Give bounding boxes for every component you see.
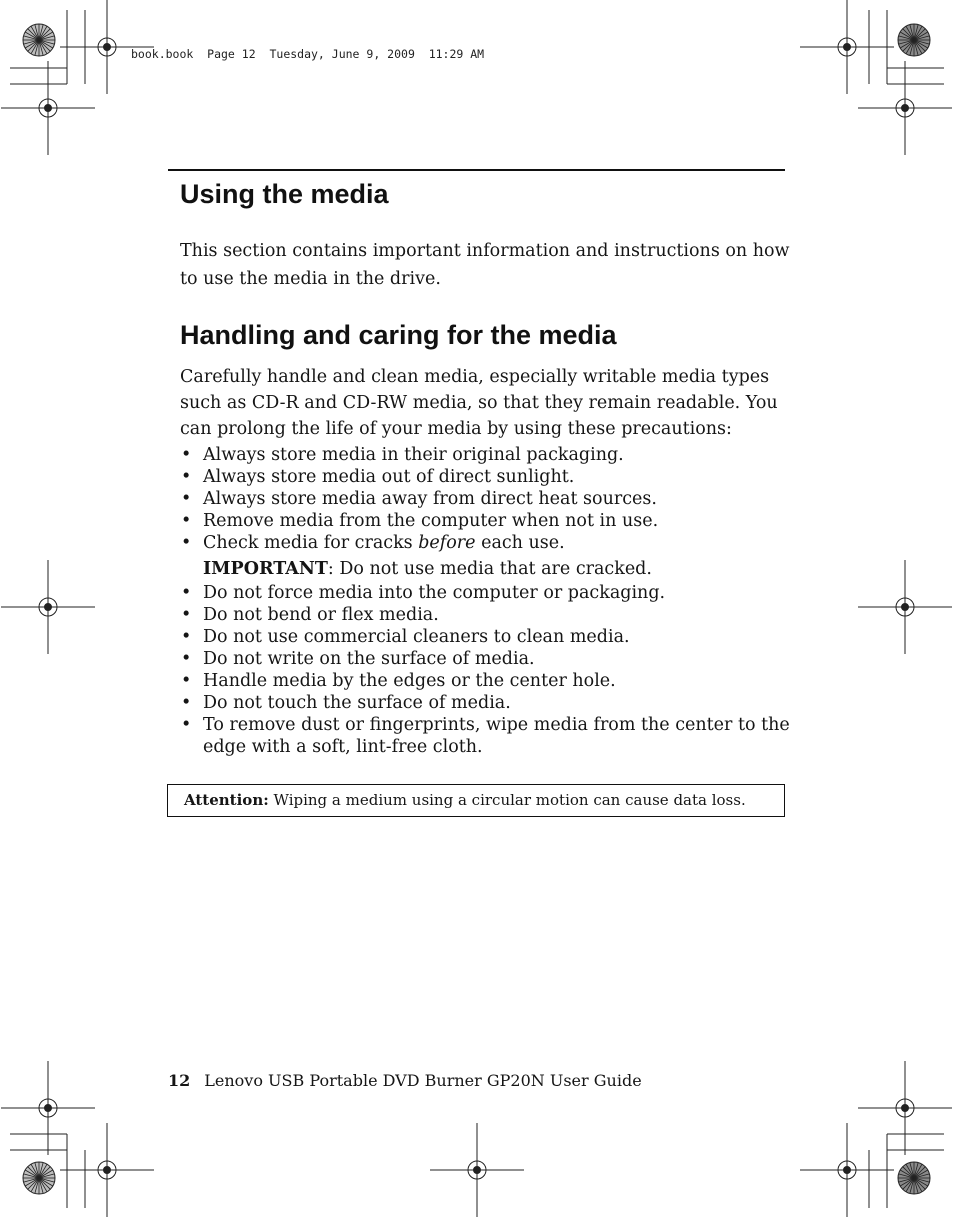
bullet-icon: • <box>181 583 192 603</box>
bullet-icon: • <box>181 489 192 509</box>
bullet-icon: • <box>181 511 192 531</box>
list-item: • Always store media in their original packaging. <box>181 445 624 465</box>
attention-label: Attention: <box>184 791 269 809</box>
bullet-icon: • <box>181 693 192 713</box>
attention-text: Wiping a medium using a circular motion can cause data loss. <box>268 791 746 809</box>
page-footer <box>168 1071 642 1090</box>
list-item: • Do not force media into the computer or packaging. <box>181 583 666 603</box>
bullet-icon: • <box>181 671 192 691</box>
list-item: • To remove dust or fingerprints, wipe media from the center to the edge with a soft, lint-free cloth. <box>181 715 790 757</box>
color-starburst-icon <box>898 24 930 56</box>
page-number: 12 <box>168 1071 191 1090</box>
bullet-icon: • <box>181 627 192 647</box>
registration-mark-icon <box>800 1123 894 1217</box>
bullet-icon: • <box>181 649 192 669</box>
heading-rule <box>168 169 785 171</box>
registration-mark-icon <box>1 1061 95 1155</box>
color-starburst-icon <box>23 24 55 56</box>
bullet-icon: • <box>181 715 192 735</box>
print-slug: book.book Page 12 Tuesday, June 9, 2009 11:29 AM <box>131 47 485 61</box>
registration-mark-icon <box>430 1123 524 1217</box>
bullet-icon: • <box>181 467 192 487</box>
footer-title: Lenovo USB Portable DVD Burner GP20N User Guide <box>204 1071 642 1090</box>
registration-mark-icon <box>858 560 952 654</box>
list-item: • Remove media from the computer when not in use. <box>181 511 659 531</box>
list-item: • Do not touch the surface of media. <box>181 693 511 713</box>
section-title-handling-media: Handling and caring for the media <box>180 320 617 350</box>
section-intro-paragraph: This section contains important information and instructions on how to use the media in the drive. <box>180 241 790 289</box>
list-item: • Check media for cracks before each use. <box>181 533 565 553</box>
section-title-using-media: Using the media <box>180 179 389 209</box>
emphasis-before: before <box>418 533 476 553</box>
list-item: • Do not bend or flex media. <box>181 605 439 625</box>
color-starburst-icon <box>898 1162 930 1194</box>
list-item: • Always store media away from direct heat sources. <box>181 489 657 509</box>
handling-intro-paragraph: Carefully handle and clean media, especially writable media types such as CD-R and CD-RW media, so that they remain readable. You can prolong the life of your media by using these precautions: <box>180 367 778 439</box>
list-item: • Always store media out of direct sunlight. <box>181 467 575 487</box>
registration-mark-icon <box>60 1123 154 1217</box>
registration-mark-icon <box>1 61 95 155</box>
color-starburst-icon <box>23 1162 55 1194</box>
important-note: IMPORTANT: Do not use media that are cracked. <box>203 559 652 579</box>
precautions-list <box>180 444 790 758</box>
registration-mark-icon <box>1 560 95 654</box>
important-label: IMPORTANT <box>203 559 328 579</box>
registration-mark-icon <box>858 61 952 155</box>
list-item: • Do not write on the surface of media. <box>181 649 535 669</box>
attention-notice <box>167 784 785 817</box>
list-item: • Handle media by the edges or the center hole. <box>181 671 616 691</box>
list-item: • Do not use commercial cleaners to clean media. <box>181 627 630 647</box>
registration-mark-icon <box>800 0 894 94</box>
bullet-icon: • <box>181 533 192 553</box>
bullet-icon: • <box>181 605 192 625</box>
bullet-icon: • <box>181 445 192 465</box>
registration-mark-icon <box>858 1061 952 1155</box>
